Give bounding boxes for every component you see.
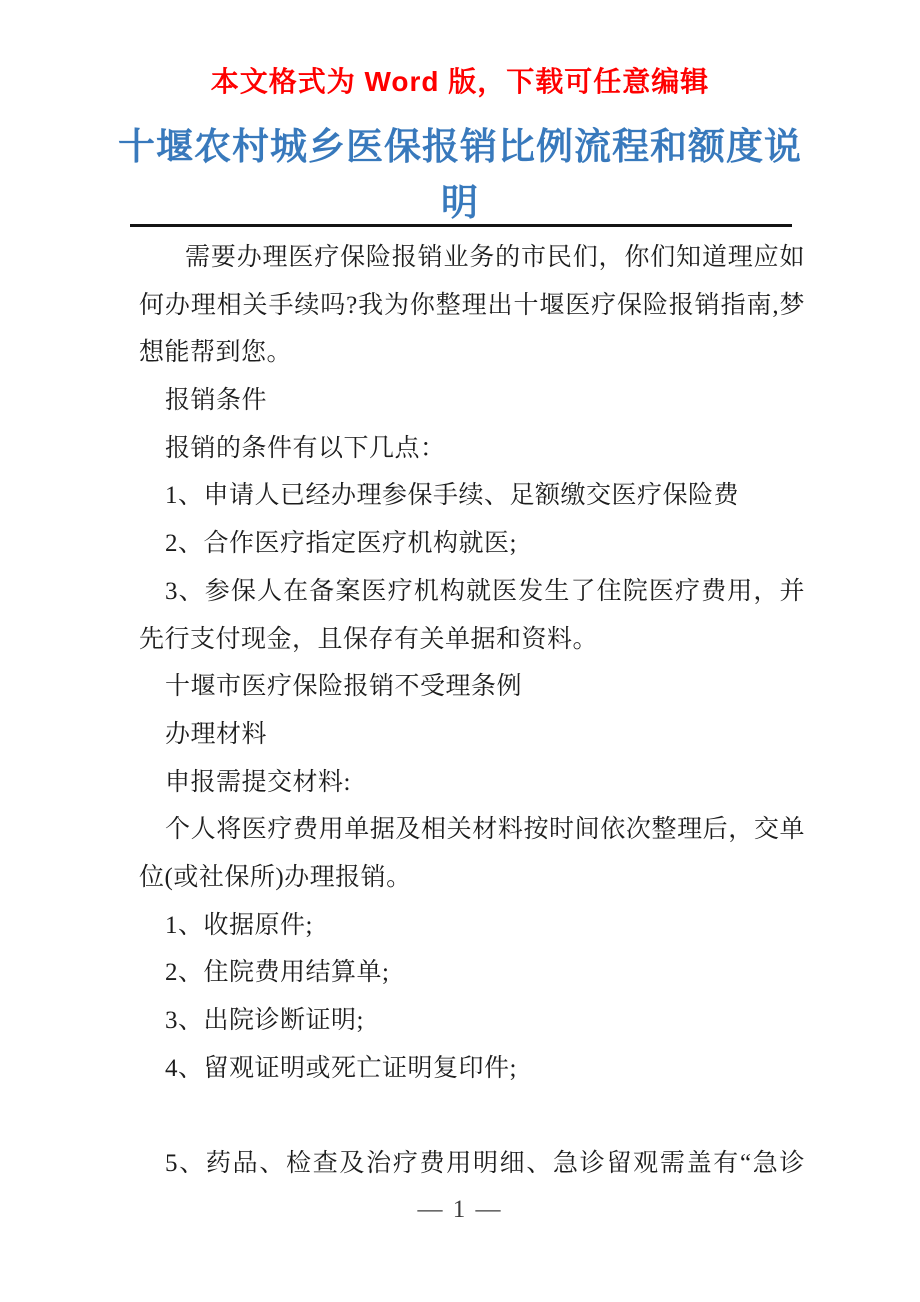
text-line: 3、参保人在备案医疗机构就医发生了住院医疗费用，并 bbox=[165, 577, 805, 605]
page-number: — 1 — bbox=[417, 1196, 503, 1223]
text-line: 位(或社保所)办理报销。 bbox=[139, 863, 412, 891]
format-notice: 本文格式为 Word 版，下载可任意编辑 bbox=[210, 66, 710, 97]
text-line: 办理材料 bbox=[165, 720, 268, 748]
document-body bbox=[139, 234, 805, 1188]
text-line: 1、收据原件; bbox=[165, 911, 313, 939]
text-line: 先行支付现金，且保存有关单据和资料。 bbox=[139, 625, 599, 653]
text-line-empty bbox=[139, 1092, 805, 1140]
text-line: 4、留观证明或死亡证明复印件; bbox=[165, 1054, 517, 1082]
text-line: 申报需提交材料: bbox=[165, 768, 351, 796]
title-divider bbox=[130, 224, 792, 227]
text-line: 1、申请人已经办理参保手续、足额缴交医疗保险费 bbox=[165, 482, 740, 510]
text-line: 2、合作医疗指定医疗机构就医; bbox=[165, 530, 517, 558]
text-line: 需要办理医疗保险报销业务的市民们，你们知道理应如 bbox=[185, 244, 805, 271]
text-line: 5、药品、检查及治疗费用明细、急诊留观需盖有“急诊 bbox=[165, 1150, 805, 1178]
text-line: 何办理相关手续吗?我为你整理出十堰医疗保险报销指南,梦 bbox=[139, 291, 805, 319]
text-line: 想能帮到您。 bbox=[139, 339, 293, 367]
document-title bbox=[110, 120, 810, 232]
document-title-line-1: 十堰农村城乡医保报销比例流程和额度说 bbox=[118, 127, 802, 168]
text-line: 2、住院费用结算单; bbox=[165, 959, 390, 987]
text-line: 报销条件 bbox=[165, 387, 268, 415]
document-title-line-2: 明 bbox=[441, 183, 479, 224]
text-line: 十堰市医疗保险报销不受理条例 bbox=[165, 673, 523, 701]
text-line: 个人将医疗费用单据及相关材料按时间依次整理后，交单 bbox=[165, 816, 805, 844]
text-line: 3、出院诊断证明; bbox=[165, 1007, 364, 1034]
text-line: 报销的条件有以下几点： bbox=[165, 434, 446, 462]
